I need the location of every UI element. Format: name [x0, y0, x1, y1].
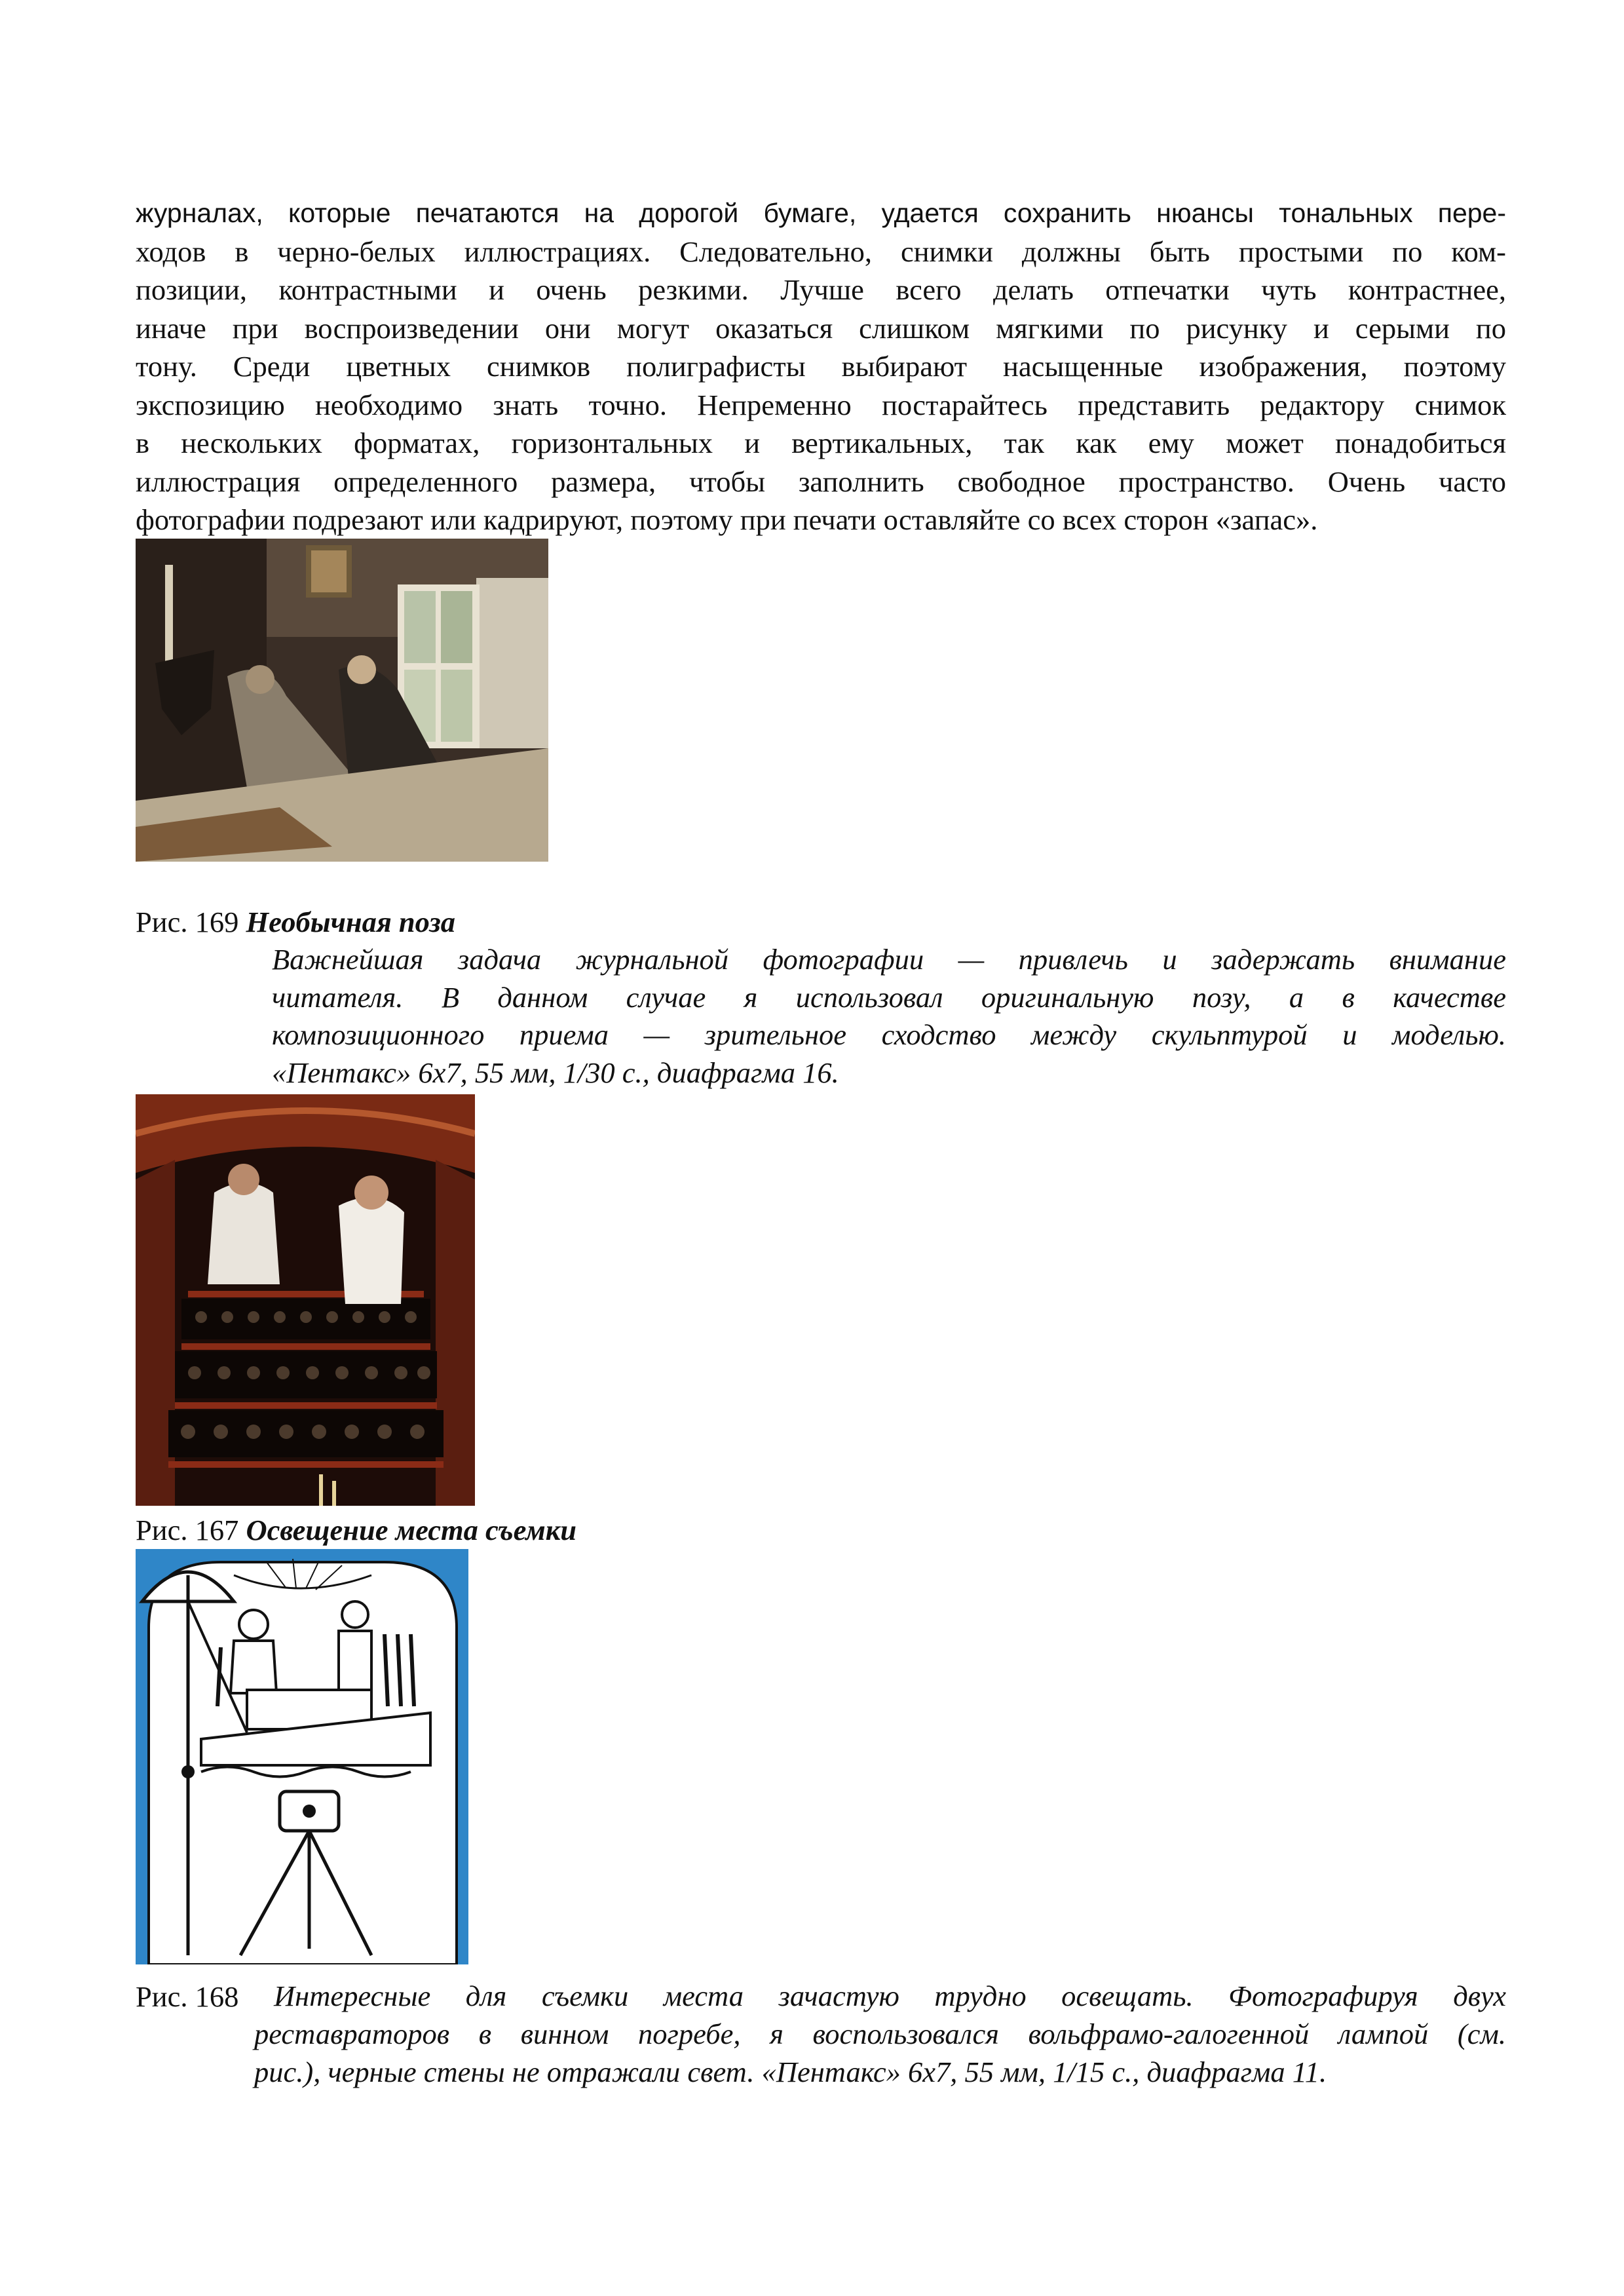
- fig168-description-rest: [254, 2016, 1506, 2054]
- desc-line: рис.), черные стены не отражали свет. «Пентакс» 6х7, 55 мм, 1/15 с., диафрагма 11.: [254, 2056, 1327, 2088]
- desc-line: читателя. В данном случае я использовал оригинальную позу, а в качестве: [272, 980, 1506, 1014]
- body-line: иначе при воспроизведении они могут оказаться слишком мягкими по рисунку и серыми по: [136, 311, 1506, 345]
- desc-line: «Пентакс» 6х7, 55 мм, 1/30 с., диафрагма 16.: [272, 1056, 839, 1089]
- fig168-description-last: [254, 2054, 1506, 2092]
- body-line: тону. Среди цветных снимков полиграфисты выбирают насыщенные изображения, поэтому: [136, 350, 1506, 383]
- desc-line: композиционного приема — зрительное сходство между скульптурой и моделью.: [272, 1018, 1506, 1051]
- body-line: фотографии подрезают или кадрируют, поэтому при печати оставляйте со всех сторон «запас».: [136, 503, 1318, 536]
- fig169-description: [272, 941, 1506, 1092]
- body-line: иллюстрация определенного размера, чтобы заполнить свободное пространство. Очень часто: [136, 465, 1506, 498]
- body-line: ходов в черно-белых иллюстрациях. Следовательно, снимки должны быть простыми по ком-: [136, 235, 1506, 268]
- desc-line: реставраторов в винном погребе, я воспользовался вольфрамо-галогенной лампой (см.: [254, 2018, 1506, 2050]
- body-paragraph: [136, 194, 1506, 539]
- caption-fig167: [136, 1511, 576, 1549]
- desc-line: Важнейшая задача журнальной фотографии — привлечь и задержать внимание: [272, 943, 1506, 976]
- body-line: в нескольких форматах, горизонтальных и вертикальных, так как ему может понадобиться: [136, 427, 1506, 459]
- caption-fig169: [136, 903, 455, 941]
- lighting-diagram: [136, 1549, 468, 1964]
- fig168-description-line1: [274, 1978, 1506, 2016]
- fig169-label: Рис. 169: [136, 906, 239, 938]
- fig167-title: Освещение места съемки: [246, 1514, 577, 1546]
- fig168-label: Рис. 168: [136, 1980, 239, 2013]
- photo-unusual-pose: [136, 539, 548, 862]
- desc-line: Интересные для съемки места зачастую трудно освещать. Фотографируя двух: [274, 1980, 1506, 2012]
- body-line: экспозицию необходимо знать точно. Непременно постарайтесь представить редактору снимок: [136, 388, 1506, 421]
- body-line: журналах, которые печатаются на дорогой бумаге, удается сохранить нюансы тональных пере-: [136, 198, 1506, 228]
- photo-wine-cellar: [136, 1094, 475, 1506]
- fig169-title: Необычная поза: [246, 906, 455, 938]
- caption-fig168: [136, 1978, 238, 2016]
- fig167-label: Рис. 167: [136, 1514, 239, 1546]
- body-line: позиции, контрастными и очень резкими. Лучше всего делать отпечатки чуть контрастнее,: [136, 273, 1506, 306]
